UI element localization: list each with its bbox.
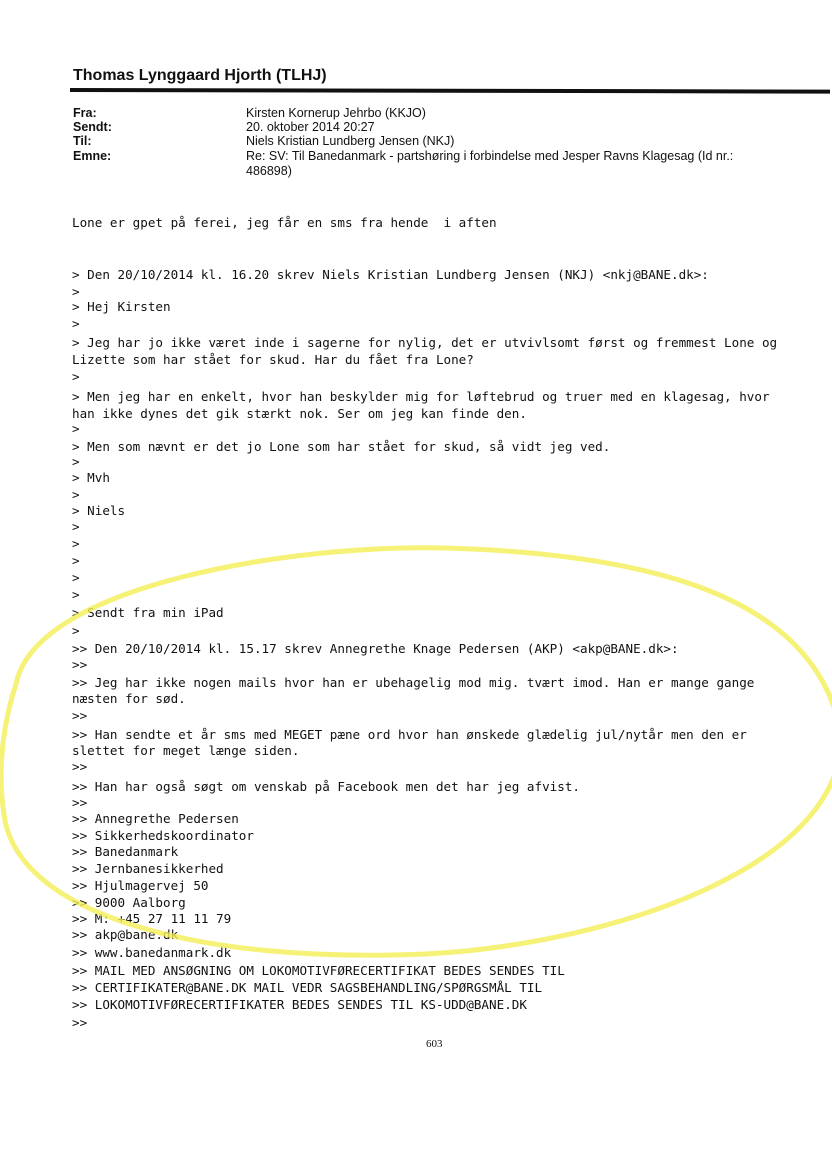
body-line: >>	[72, 759, 88, 774]
body-line: >> Annegrethe Pedersen	[72, 811, 239, 826]
body-line: >> 9000 Aalborg	[72, 895, 186, 910]
body-line: > Niels	[72, 503, 126, 518]
body-line: >	[72, 623, 80, 638]
body-line: >> Jeg har ikke nogen mails hvor han er ubehagelig mod mig. tvært imod. Han er mange gange	[72, 675, 755, 690]
body-line: >>	[72, 1015, 88, 1030]
body-line: næsten for sød.	[72, 691, 186, 706]
page-number: 603	[426, 1038, 443, 1050]
from-label: Fra:	[73, 106, 97, 120]
body-line: >> MAIL MED ANSØGNING OM LOKOMOTIVFØRECERTIFIKAT BEDES SENDES TIL	[72, 963, 565, 978]
body-line: >> Sikkerhedskoordinator	[72, 828, 254, 843]
subject-label: Emne:	[73, 149, 112, 163]
sent-value: 20. oktober 2014 20:27	[246, 120, 375, 134]
body-line: >	[72, 316, 80, 331]
body-line: >	[72, 369, 80, 384]
body-line: >	[72, 519, 80, 534]
body-line: > Sendt fra min iPad	[72, 605, 224, 620]
document-title: Thomas Lynggaard Hjorth (TLHJ)	[73, 67, 327, 84]
body-line: > Jeg har jo ikke været inde i sagerne for nylig, det er utvivlsomt først og fremmest Lone og	[72, 335, 778, 350]
body-line: >> Han sendte et år sms med MEGET pæne ord hvor han ønskede glædelig jul/nytår men den er	[72, 727, 747, 742]
body-line: >	[72, 536, 80, 551]
body-line: >> akp@bane.dk	[72, 927, 179, 942]
sent-label: Sendt:	[73, 120, 112, 134]
body-line: > Hej Kirsten	[72, 299, 171, 314]
body-line: >>	[72, 795, 88, 810]
body-line: slettet for meget længe siden.	[72, 743, 300, 758]
body-line: >> Den 20/10/2014 kl. 15.17 skrev Annegrethe Knage Pedersen (AKP) <akp@BANE.dk>:	[72, 641, 679, 656]
to-value: Niels Kristian Lundberg Jensen (NKJ)	[246, 134, 455, 148]
to-label: Til:	[73, 134, 92, 148]
body-line: > Men som nævnt er det jo Lone som har stået for skud, så vidt jeg ved.	[72, 439, 611, 454]
body-line: >>	[72, 657, 88, 672]
from-value: Kirsten Kornerup Jehrbo (KKJO)	[246, 106, 426, 120]
body-line: >	[72, 487, 80, 502]
body-line: >	[72, 570, 80, 585]
body-line: >	[72, 284, 80, 299]
body-line: Lizette som har stået for skud. Har du fået fra Lone?	[72, 352, 474, 367]
body-line: >	[72, 421, 80, 436]
body-line: >> M: +45 27 11 11 79	[72, 911, 232, 926]
body-line: >> Banedanmark	[72, 844, 179, 859]
body-line: >> Han har også søgt om venskab på Facebook men det har jeg afvist.	[72, 779, 580, 794]
body-line: >>	[72, 708, 88, 723]
body-line: >> CERTIFIKATER@BANE.DK MAIL VEDR SAGSBEHANDLING/SPØRGSMÅL TIL	[72, 980, 543, 995]
body-line: >	[72, 553, 80, 568]
body-line: > Men jeg har en enkelt, hvor han beskylder mig for løftebrud og truer med en klagesag, hvor	[72, 389, 770, 404]
body-line: Lone er gpet på ferei, jeg får en sms fra hende i aften	[72, 215, 497, 230]
body-line: han ikke dynes det gik stærkt nok. Ser om jeg kan finde den.	[72, 406, 527, 421]
body-line: > Mvh	[72, 470, 110, 485]
body-line: > Den 20/10/2014 kl. 16.20 skrev Niels Kristian Lundberg Jensen (NKJ) <nkj@BANE.dk>:	[72, 267, 709, 282]
body-line: >	[72, 587, 80, 602]
body-line: >> LOKOMOTIVFØRECERTIFIKATER BEDES SENDES TIL KS-UDD@BANE.DK	[72, 997, 527, 1012]
body-line: >> Jernbanesikkerhed	[72, 861, 224, 876]
body-line: >> www.banedanmark.dk	[72, 945, 232, 960]
body-line: >> Hjulmagervej 50	[72, 878, 209, 893]
subject-value-cont: 486898)	[246, 164, 292, 178]
title-rule	[70, 88, 830, 94]
subject-value: Re: SV: Til Banedanmark - partshøring i forbindelse med Jesper Ravns Klagesag (Id nr.:	[246, 149, 734, 163]
body-line: >	[72, 454, 80, 469]
